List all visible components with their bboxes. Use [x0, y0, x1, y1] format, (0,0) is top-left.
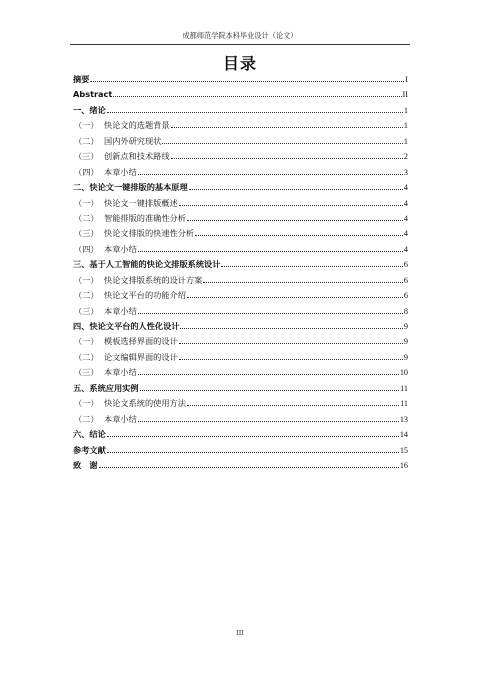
- page-number: III: [236, 629, 244, 637]
- toc-dot-leader: [187, 405, 399, 406]
- toc-entry-label: 快论文平台的功能介绍: [104, 290, 186, 301]
- toc-entry[interactable]: [73, 228, 408, 243]
- toc-entry-page: 15: [399, 445, 408, 455]
- toc-entry[interactable]: [73, 167, 408, 182]
- toc-dot-leader: [138, 421, 399, 422]
- toc-entry-number: （一）: [74, 197, 99, 208]
- toc-entry-page: 11: [400, 383, 408, 393]
- header-rule: [70, 44, 410, 45]
- toc-entry[interactable]: [73, 213, 408, 228]
- toc-entry-title: [73, 275, 202, 286]
- toc-entry-title: [73, 151, 170, 162]
- toc-entry-label: 一、绪论: [73, 104, 106, 115]
- toc-entry-label: 论文编辑界面的设计: [104, 351, 178, 362]
- toc-entry[interactable]: [73, 244, 408, 259]
- toc-entry-page: 6: [403, 260, 408, 270]
- toc-entry-label: 快论文的选题背景: [104, 120, 170, 131]
- toc-entry[interactable]: [73, 120, 408, 135]
- toc-entry-number: （一）: [74, 120, 99, 131]
- toc-entry-page: 4: [403, 198, 408, 208]
- toc-entry-label: 智能排版的准确性分析: [104, 212, 186, 223]
- table-of-contents: [73, 74, 408, 475]
- toc-entry-page: 11: [400, 399, 408, 409]
- toc-entry-number: （四）: [74, 243, 99, 254]
- toc-entry[interactable]: [73, 151, 408, 166]
- toc-title: 目录: [222, 54, 257, 73]
- toc-dot-leader: [189, 189, 403, 190]
- toc-entry-page: 10: [399, 368, 408, 378]
- toc-entry[interactable]: [73, 198, 408, 213]
- toc-dot-leader: [113, 96, 401, 97]
- toc-entry-number: （三）: [74, 228, 99, 239]
- toc-entry[interactable]: [73, 352, 408, 367]
- toc-entry[interactable]: [73, 321, 408, 336]
- toc-entry[interactable]: [73, 367, 408, 382]
- toc-dot-leader: [107, 452, 399, 453]
- toc-entry-title: [73, 306, 137, 317]
- toc-entry-number: （三）: [74, 305, 99, 316]
- toc-entry-number: （二）: [74, 135, 99, 146]
- toc-dot-leader: [140, 390, 400, 391]
- toc-entry-number: （二）: [74, 413, 99, 424]
- toc-entry[interactable]: [73, 306, 408, 321]
- toc-entry-label: 五、系统应用实例: [73, 382, 139, 393]
- toc-entry-label: 本章小结: [104, 413, 137, 424]
- toc-entry-title: [73, 290, 186, 301]
- toc-entry-label: 快论文系统的使用方法: [104, 398, 186, 409]
- toc-entry-title: [73, 429, 106, 440]
- toc-entry-title: [73, 198, 178, 209]
- toc-entry-page: 13: [399, 414, 408, 424]
- toc-entry-label: 致 谢: [73, 459, 98, 470]
- toc-entry-label: 六、结论: [73, 429, 106, 440]
- toc-entry-label: 二、快论文一键排版的基本原理: [73, 182, 188, 193]
- toc-entry[interactable]: [73, 136, 408, 151]
- toc-entry-page: 1: [403, 136, 408, 146]
- toc-dot-leader: [179, 205, 403, 206]
- toc-dot-leader: [107, 436, 399, 437]
- toc-entry[interactable]: [73, 398, 408, 413]
- toc-entry-page: 4: [403, 244, 408, 254]
- toc-entry-page: 1: [403, 105, 408, 115]
- toc-entry-label: 本章小结: [104, 367, 137, 378]
- toc-dot-leader: [179, 359, 403, 360]
- toc-dot-leader: [179, 343, 403, 344]
- toc-entry-title: [73, 136, 161, 147]
- toc-dot-leader: [187, 220, 403, 221]
- toc-entry[interactable]: [73, 89, 408, 104]
- toc-entry[interactable]: [73, 74, 408, 89]
- toc-entry-title: [73, 244, 137, 255]
- toc-entry-number: （四）: [74, 166, 99, 177]
- toc-entry-page: 14: [399, 430, 408, 440]
- toc-entry-title: [73, 383, 139, 394]
- toc-entry-title: [73, 120, 170, 131]
- toc-entry-number: （一）: [74, 274, 99, 285]
- toc-entry-title: [73, 460, 98, 471]
- toc-entry-page: 9: [403, 322, 408, 331]
- toc-entry[interactable]: [73, 460, 408, 475]
- toc-entry[interactable]: [73, 414, 408, 429]
- toc-entry-label: 快论文排版系统的设计方案: [104, 274, 203, 285]
- toc-dot-leader: [171, 158, 403, 159]
- toc-entry[interactable]: [73, 383, 408, 398]
- toc-entry-page: 6: [403, 275, 408, 285]
- toc-entry-page: 4: [403, 213, 408, 223]
- toc-entry-page: 9: [403, 352, 408, 362]
- toc-entry-title: [73, 321, 179, 332]
- toc-entry-label: 参考文献: [73, 444, 106, 455]
- toc-entry-label: 本章小结: [104, 305, 137, 316]
- toc-entry-title: [73, 74, 89, 85]
- toc-entry-label: 快论文一键排版概述: [104, 197, 178, 208]
- toc-dot-leader: [180, 328, 402, 329]
- toc-entry-page: 8: [403, 306, 408, 316]
- toc-entry-page: II: [402, 90, 408, 100]
- toc-dot-leader: [187, 297, 403, 298]
- toc-entry-page: 4: [403, 183, 408, 193]
- toc-entry-page: 1: [403, 121, 408, 131]
- toc-entry[interactable]: [73, 336, 408, 351]
- toc-dot-leader: [171, 127, 403, 128]
- toc-entry-title: [73, 228, 194, 239]
- toc-entry-label: 模板选择界面的设计: [104, 336, 178, 347]
- toc-entry[interactable]: [73, 275, 408, 290]
- toc-dot-leader: [107, 112, 403, 113]
- toc-entry-title: [73, 167, 137, 178]
- toc-entry-title: [73, 414, 137, 425]
- toc-dot-leader: [203, 282, 403, 283]
- toc-entry-page: 3: [403, 167, 408, 177]
- toc-entry-number: （二）: [74, 290, 99, 301]
- toc-entry-page: 9: [403, 337, 408, 347]
- toc-entry[interactable]: [73, 290, 408, 305]
- toc-entry-page: 6: [403, 291, 408, 301]
- toc-entry-page: I: [405, 75, 408, 84]
- toc-entry-label: 摘要: [73, 74, 90, 84]
- toc-dot-leader: [221, 266, 403, 267]
- toc-entry-title: [73, 213, 186, 224]
- toc-entry-title: [73, 105, 106, 116]
- toc-entry-title: [73, 89, 112, 99]
- toc-dot-leader: [90, 81, 404, 82]
- toc-entry-title: [73, 445, 106, 456]
- toc-dot-leader: [138, 374, 399, 375]
- toc-entry[interactable]: [73, 182, 408, 197]
- toc-entry-number: （二）: [74, 351, 99, 362]
- toc-entry-label: 快论文排版的快速性分析: [104, 228, 195, 239]
- toc-entry-number: （三）: [74, 367, 99, 378]
- toc-entry-title: [73, 336, 178, 347]
- toc-entry-title: [73, 182, 188, 193]
- toc-entry[interactable]: [73, 105, 408, 120]
- page-header: 成都师范学院本科毕业设计（论文）: [182, 31, 298, 40]
- toc-entry[interactable]: [73, 429, 408, 444]
- toc-entry[interactable]: [73, 259, 408, 274]
- toc-entry-title: [73, 352, 178, 363]
- toc-dot-leader: [99, 467, 399, 468]
- toc-entry-label: 四、快论文平台的人性化设计: [73, 321, 180, 331]
- toc-entry-page: 4: [403, 229, 408, 239]
- toc-entry[interactable]: [73, 445, 408, 460]
- toc-entry-number: （一）: [74, 336, 99, 347]
- toc-entry-label: 国内外研究现状: [104, 135, 162, 146]
- toc-entry-title: [73, 259, 220, 270]
- toc-dot-leader: [138, 251, 403, 252]
- toc-entry-title: [73, 398, 186, 409]
- toc-entry-label: Abstract: [73, 89, 113, 100]
- toc-entry-label: 创新点和技术路线: [104, 151, 170, 162]
- toc-dot-leader: [138, 174, 403, 175]
- toc-entry-label: 本章小结: [104, 166, 137, 177]
- toc-entry-label: 本章小结: [104, 243, 137, 254]
- toc-dot-leader: [195, 235, 403, 236]
- toc-entry-title: [73, 367, 137, 378]
- toc-entry-number: （一）: [74, 398, 99, 409]
- toc-dot-leader: [138, 313, 403, 314]
- toc-entry-number: （二）: [74, 212, 99, 223]
- toc-entry-page: 16: [399, 460, 408, 470]
- toc-entry-page: 2: [403, 152, 408, 162]
- toc-entry-number: （三）: [74, 151, 99, 162]
- toc-entry-label: 三、基于人工智能的快论文排版系统设计: [73, 259, 221, 270]
- toc-dot-leader: [162, 143, 403, 144]
